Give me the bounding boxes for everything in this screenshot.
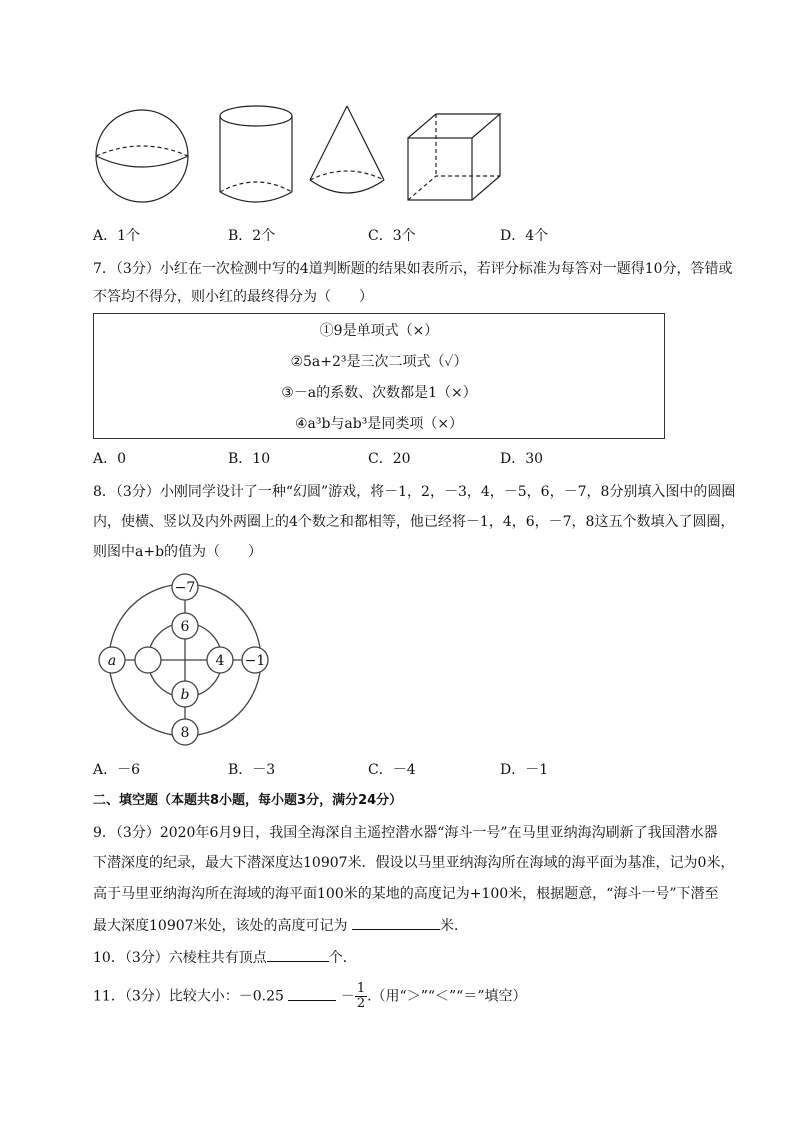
magic-circle-figure — [92, 572, 278, 748]
q8-option-c[interactable]: C．－4 — [368, 762, 416, 778]
label-left: a — [107, 653, 117, 669]
q9-stem-line2: 下潜深度的纪录，最大下潜深度达10907米．假设以马里亚纳海沟所在海域的海平面为基准，记为0米， — [93, 855, 735, 871]
q11-answer-blank[interactable] — [288, 986, 336, 1001]
q11-minus: － — [340, 988, 355, 1005]
label-bottom: 8 — [180, 725, 190, 741]
q6-option-a[interactable]: A．1个 — [93, 228, 141, 244]
q10-unit: 个． — [328, 950, 357, 966]
q10-stem — [93, 947, 357, 968]
cube-figure — [408, 114, 500, 200]
q8-option-a[interactable]: A．－6 — [93, 762, 141, 778]
sphere-figure — [96, 110, 188, 202]
q9-line4-text: 最大深度10907米处，该处的高度可记为 — [93, 918, 348, 934]
label-top: −7 — [174, 580, 196, 596]
q10-answer-blank[interactable] — [267, 947, 329, 962]
q7-judgement-table — [93, 313, 665, 439]
circle-inner-left — [135, 647, 161, 673]
q11-stem — [93, 982, 527, 1011]
q7-option-b[interactable]: B．10 — [228, 451, 271, 467]
q7-table-row-4: ④a³b与ab³是同类项（×） — [294, 416, 464, 432]
q8-stem-line3: 则图中a+b的值为（ ） — [93, 544, 263, 560]
cylinder-figure — [220, 106, 292, 202]
q7-option-a[interactable]: A．0 — [93, 451, 127, 467]
q8-option-d[interactable]: D．－1 — [500, 762, 549, 778]
q7-option-c[interactable]: C．20 — [368, 451, 411, 467]
label-inner-right: 4 — [215, 653, 225, 669]
q7-stem-line2: 不答均不得分，则小红的最终得分为（ ） — [93, 289, 373, 305]
label-inner-bottom: b — [180, 687, 190, 703]
q11-text: 11．（3分）比较大小：－0.25 — [93, 988, 284, 1005]
q6-option-c[interactable]: C．3个 — [368, 228, 416, 244]
q8-option-b[interactable]: B．－3 — [228, 762, 276, 778]
q7-table-row-2: ②5a+2³是三次二项式（✓） — [290, 354, 468, 370]
label-inner-top: 6 — [180, 619, 190, 635]
section-2-heading: 二、填空题（本题共8小题，每小题3分，满分24分） — [93, 793, 403, 808]
q6-option-d[interactable]: D．4个 — [500, 228, 549, 244]
q11-fraction-numerator: 1 — [356, 981, 366, 996]
q8-stem-line1: 8．（3分）小刚同学设计了一种“幻圆”游戏，将－1，2，－3，4，－5，6，－7，8分别填入图中的圆圈 — [93, 484, 736, 500]
q11-fraction — [355, 982, 367, 1011]
q9-stem-line3: 高于马里亚纳海沟所在海域的海平面100米的某地的高度记为+100米，根据题意，“海斗一号”下潜至 — [93, 886, 719, 902]
q11-instruction: .（用“＞”“＜”“＝”填空） — [367, 988, 527, 1005]
q7-option-d[interactable]: D．30 — [500, 451, 544, 467]
label-right: −1 — [244, 653, 266, 669]
q9-line4-unit: 米． — [440, 918, 468, 934]
q7-stem-line1: 7．（3分）小红在一次检测中写的4道判断题的结果如表所示，若评分标准为每答对一题得10分，答错或 — [93, 261, 733, 277]
solids-figure — [90, 100, 510, 206]
cone-figure — [310, 106, 384, 193]
q6-option-b[interactable]: B．2个 — [228, 228, 276, 244]
q8-stem-line2: 内，使横、竖以及内外两圈上的4个数之和都相等，他已经将－1，4，6，－7，8这五个数填入了圆圈， — [93, 514, 735, 530]
q11-fraction-denominator: 2 — [356, 996, 366, 1011]
q7-table-row-1: ①9是单项式（×） — [319, 323, 439, 339]
q9-answer-blank[interactable] — [352, 915, 440, 930]
q10-text: 10．（3分）六棱柱共有顶点 — [93, 950, 267, 966]
q9-stem-line1: 9．（3分）2020年6月9日，我国全海深自主遥控潜水器“海斗一号”在马里亚纳海沟刷新了我国潜水器 — [93, 825, 718, 841]
q7-table-row-3: ③－a的系数、次数都是1（×） — [281, 385, 477, 401]
q9-stem-line4 — [93, 915, 468, 936]
